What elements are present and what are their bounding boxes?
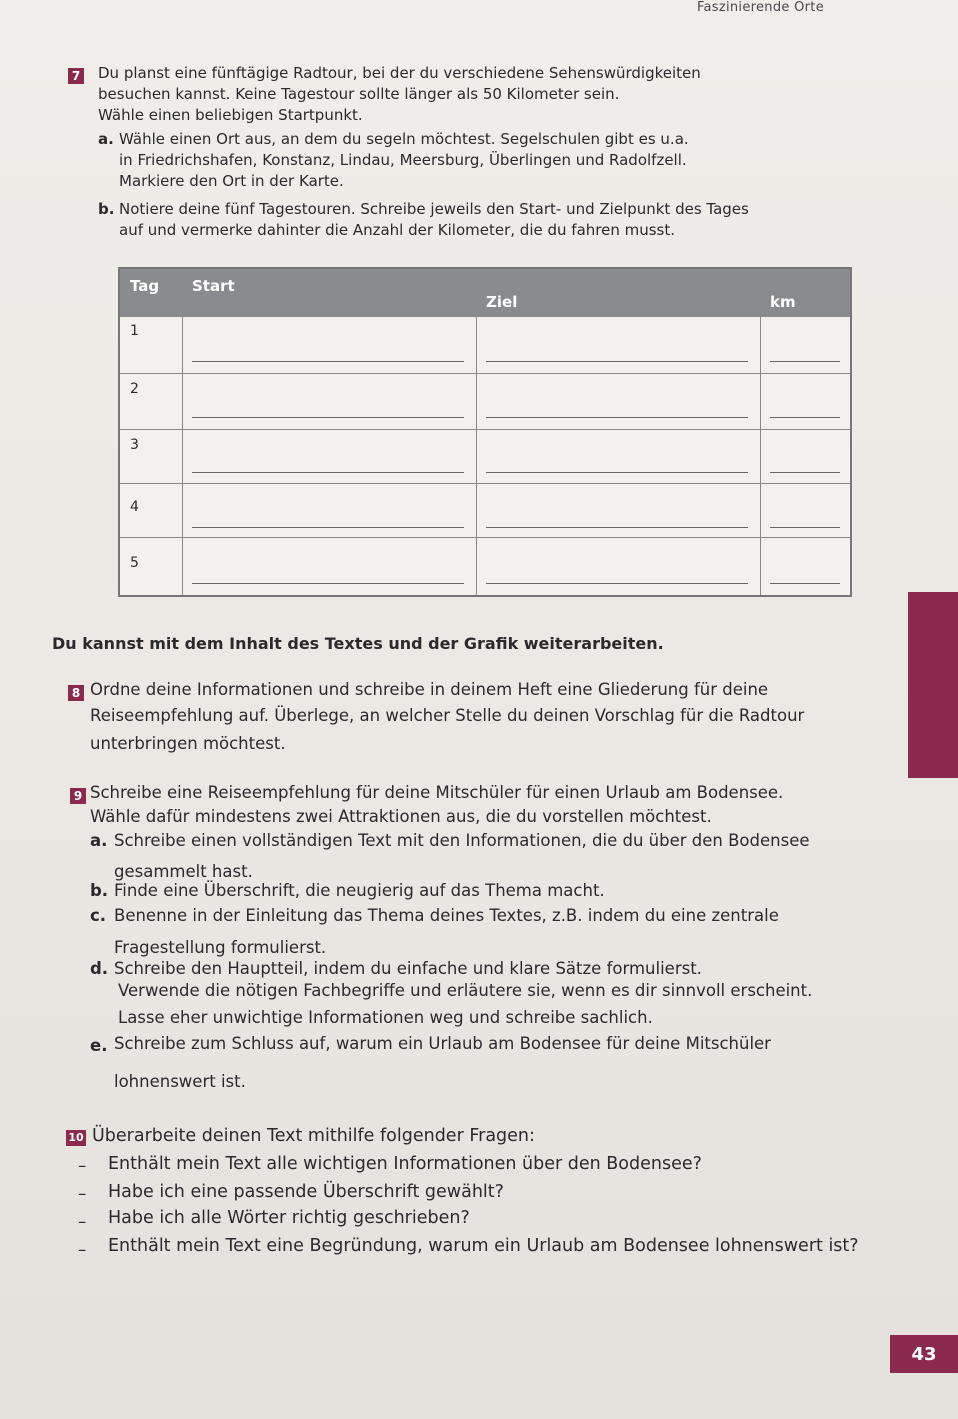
task-9-d-line-2: Verwende die nötigen Fachbegriffe und erläutere sie, wenn es dir sinnvoll erscheint. xyxy=(118,981,813,1000)
task-9-d-label: d. xyxy=(90,959,109,978)
task-10-intro: Überarbeite deinen Text mithilfe folgender Fragen: xyxy=(92,1126,535,1146)
write-line[interactable] xyxy=(770,472,840,473)
task-10-dash-3: – xyxy=(78,1212,87,1231)
header-tag: Tag xyxy=(120,269,182,317)
task-9-number: 9 xyxy=(70,788,86,804)
task-9-c-label: c. xyxy=(90,906,107,925)
task-9-c-line-1: Benenne in der Einleitung das Thema deines Textes, z.B. indem du eine zentrale xyxy=(114,906,779,925)
task-9-e-label: e. xyxy=(90,1036,108,1055)
task-9-b-line-1: Finde eine Überschrift, die neugierig auf das Thema macht. xyxy=(114,881,605,900)
page-number: 43 xyxy=(890,1335,958,1373)
write-line[interactable] xyxy=(770,361,840,362)
task-9-e-line-2: lohnenswert ist. xyxy=(114,1072,246,1091)
write-line[interactable] xyxy=(486,583,748,584)
task-9-d-line-1: Schreibe den Hauptteil, indem du einfache und klare Sätze formulierst. xyxy=(114,959,702,978)
task-9-a-line-1: Schreibe einen vollständigen Text mit den Informationen, die du über den Bodensee xyxy=(114,831,810,850)
day-4: 4 xyxy=(130,499,139,515)
row-divider-1 xyxy=(120,373,850,374)
task-7-a-line-3: Markiere den Ort in der Karte. xyxy=(119,172,344,190)
write-line[interactable] xyxy=(770,527,840,528)
row-divider-2 xyxy=(120,429,850,430)
task-10-question-4: Enthält mein Text eine Begründung, warum ein Urlaub am Bodensee lohnenswert ist? xyxy=(108,1236,859,1256)
write-line[interactable] xyxy=(486,417,748,418)
write-line[interactable] xyxy=(192,417,464,418)
task-9-a-label: a. xyxy=(90,831,108,850)
task-9-line-1: Schreibe eine Reiseempfehlung für deine Mitschüler für einen Urlaub am Bodensee. xyxy=(90,783,784,802)
task-9-b-label: b. xyxy=(90,881,109,900)
write-line[interactable] xyxy=(486,472,748,473)
task-9-e-line-1: Schreibe zum Schluss auf, warum ein Urlaub am Bodensee für deine Mitschüler xyxy=(114,1034,771,1053)
task-10-dash-4: – xyxy=(78,1240,87,1259)
task-7-b-line-1: Notiere deine fünf Tagestouren. Schreibe jeweils den Start- und Zielpunkt des Tages xyxy=(119,200,749,218)
task-10-number: 10 xyxy=(66,1130,86,1146)
write-line[interactable] xyxy=(486,361,748,362)
task-9-line-2: Wähle dafür mindestens zwei Attraktionen aus, die du vorstellen möchtest. xyxy=(90,807,712,826)
task-8-line-3: unterbringen möchtest. xyxy=(90,734,286,753)
task-7-intro-line-3: Wähle einen beliebigen Startpunkt. xyxy=(98,106,363,124)
day-1: 1 xyxy=(130,323,139,339)
task-10-dash-1: – xyxy=(78,1156,87,1175)
write-line[interactable] xyxy=(770,583,840,584)
task-8-line-1: Ordne deine Informationen und schreibe in deinem Heft eine Gliederung für deine xyxy=(90,680,769,699)
col-divider-1 xyxy=(182,317,183,595)
radtour-table xyxy=(118,267,852,597)
write-line[interactable] xyxy=(192,527,464,528)
task-7-number: 7 xyxy=(68,68,84,84)
task-7-intro-line-1: Du planst eine fünftägige Radtour, bei der du verschiedene Sehenswürdigkeiten xyxy=(98,64,701,82)
write-line[interactable] xyxy=(192,472,464,473)
row-divider-4 xyxy=(120,537,850,538)
col-divider-3 xyxy=(760,317,761,595)
task-8-line-2: Reiseempfehlung auf. Überlege, an welcher Stelle du deinen Vorschlag für die Radtour xyxy=(90,706,805,725)
task-7-a-line-2: in Friedrichshafen, Konstanz, Lindau, Meersburg, Überlingen und Radolfzell. xyxy=(119,151,687,169)
day-2: 2 xyxy=(130,381,139,397)
row-divider-3 xyxy=(120,483,850,484)
task-10-question-2: Habe ich eine passende Überschrift gewählt? xyxy=(108,1182,504,1202)
col-divider-2 xyxy=(476,317,477,595)
task-8-number: 8 xyxy=(68,685,84,701)
task-9-c-line-2: Fragestellung formulierst. xyxy=(114,938,327,957)
task-9-d-line-3: Lasse eher unwichtige Informationen weg und schreibe sachlich. xyxy=(118,1008,653,1027)
header-ziel: Ziel xyxy=(476,269,760,317)
write-line[interactable] xyxy=(192,361,464,362)
task-10-dash-2: – xyxy=(78,1184,87,1203)
task-7-a-label: a. xyxy=(98,130,114,148)
day-5: 5 xyxy=(130,555,139,571)
task-10-question-1: Enthält mein Text alle wichtigen Informationen über den Bodensee? xyxy=(108,1154,702,1174)
write-line[interactable] xyxy=(192,583,464,584)
write-line[interactable] xyxy=(770,417,840,418)
task-7-a-line-1: Wähle einen Ort aus, an dem du segeln möchtest. Segelschulen gibt es u.a. xyxy=(119,130,689,148)
task-9-a-line-2: gesammelt hast. xyxy=(114,862,253,881)
section-header: Faszinierende Orte xyxy=(696,0,824,15)
header-km: km xyxy=(760,269,850,317)
transition-note: Du kannst mit dem Inhalt des Textes und der Grafik weiterarbeiten. xyxy=(52,634,664,653)
chapter-side-tab xyxy=(908,592,958,778)
day-3: 3 xyxy=(130,437,139,453)
task-7-b-line-2: auf und vermerke dahinter die Anzahl der Kilometer, die du fahren musst. xyxy=(119,221,676,239)
task-7-intro-line-2: besuchen kannst. Keine Tagestour sollte länger als 50 Kilometer sein. xyxy=(98,85,620,103)
header-start: Start xyxy=(182,269,476,317)
task-10-question-3: Habe ich alle Wörter richtig geschrieben? xyxy=(108,1208,470,1228)
task-7-b-label: b. xyxy=(98,200,115,218)
write-line[interactable] xyxy=(486,527,748,528)
